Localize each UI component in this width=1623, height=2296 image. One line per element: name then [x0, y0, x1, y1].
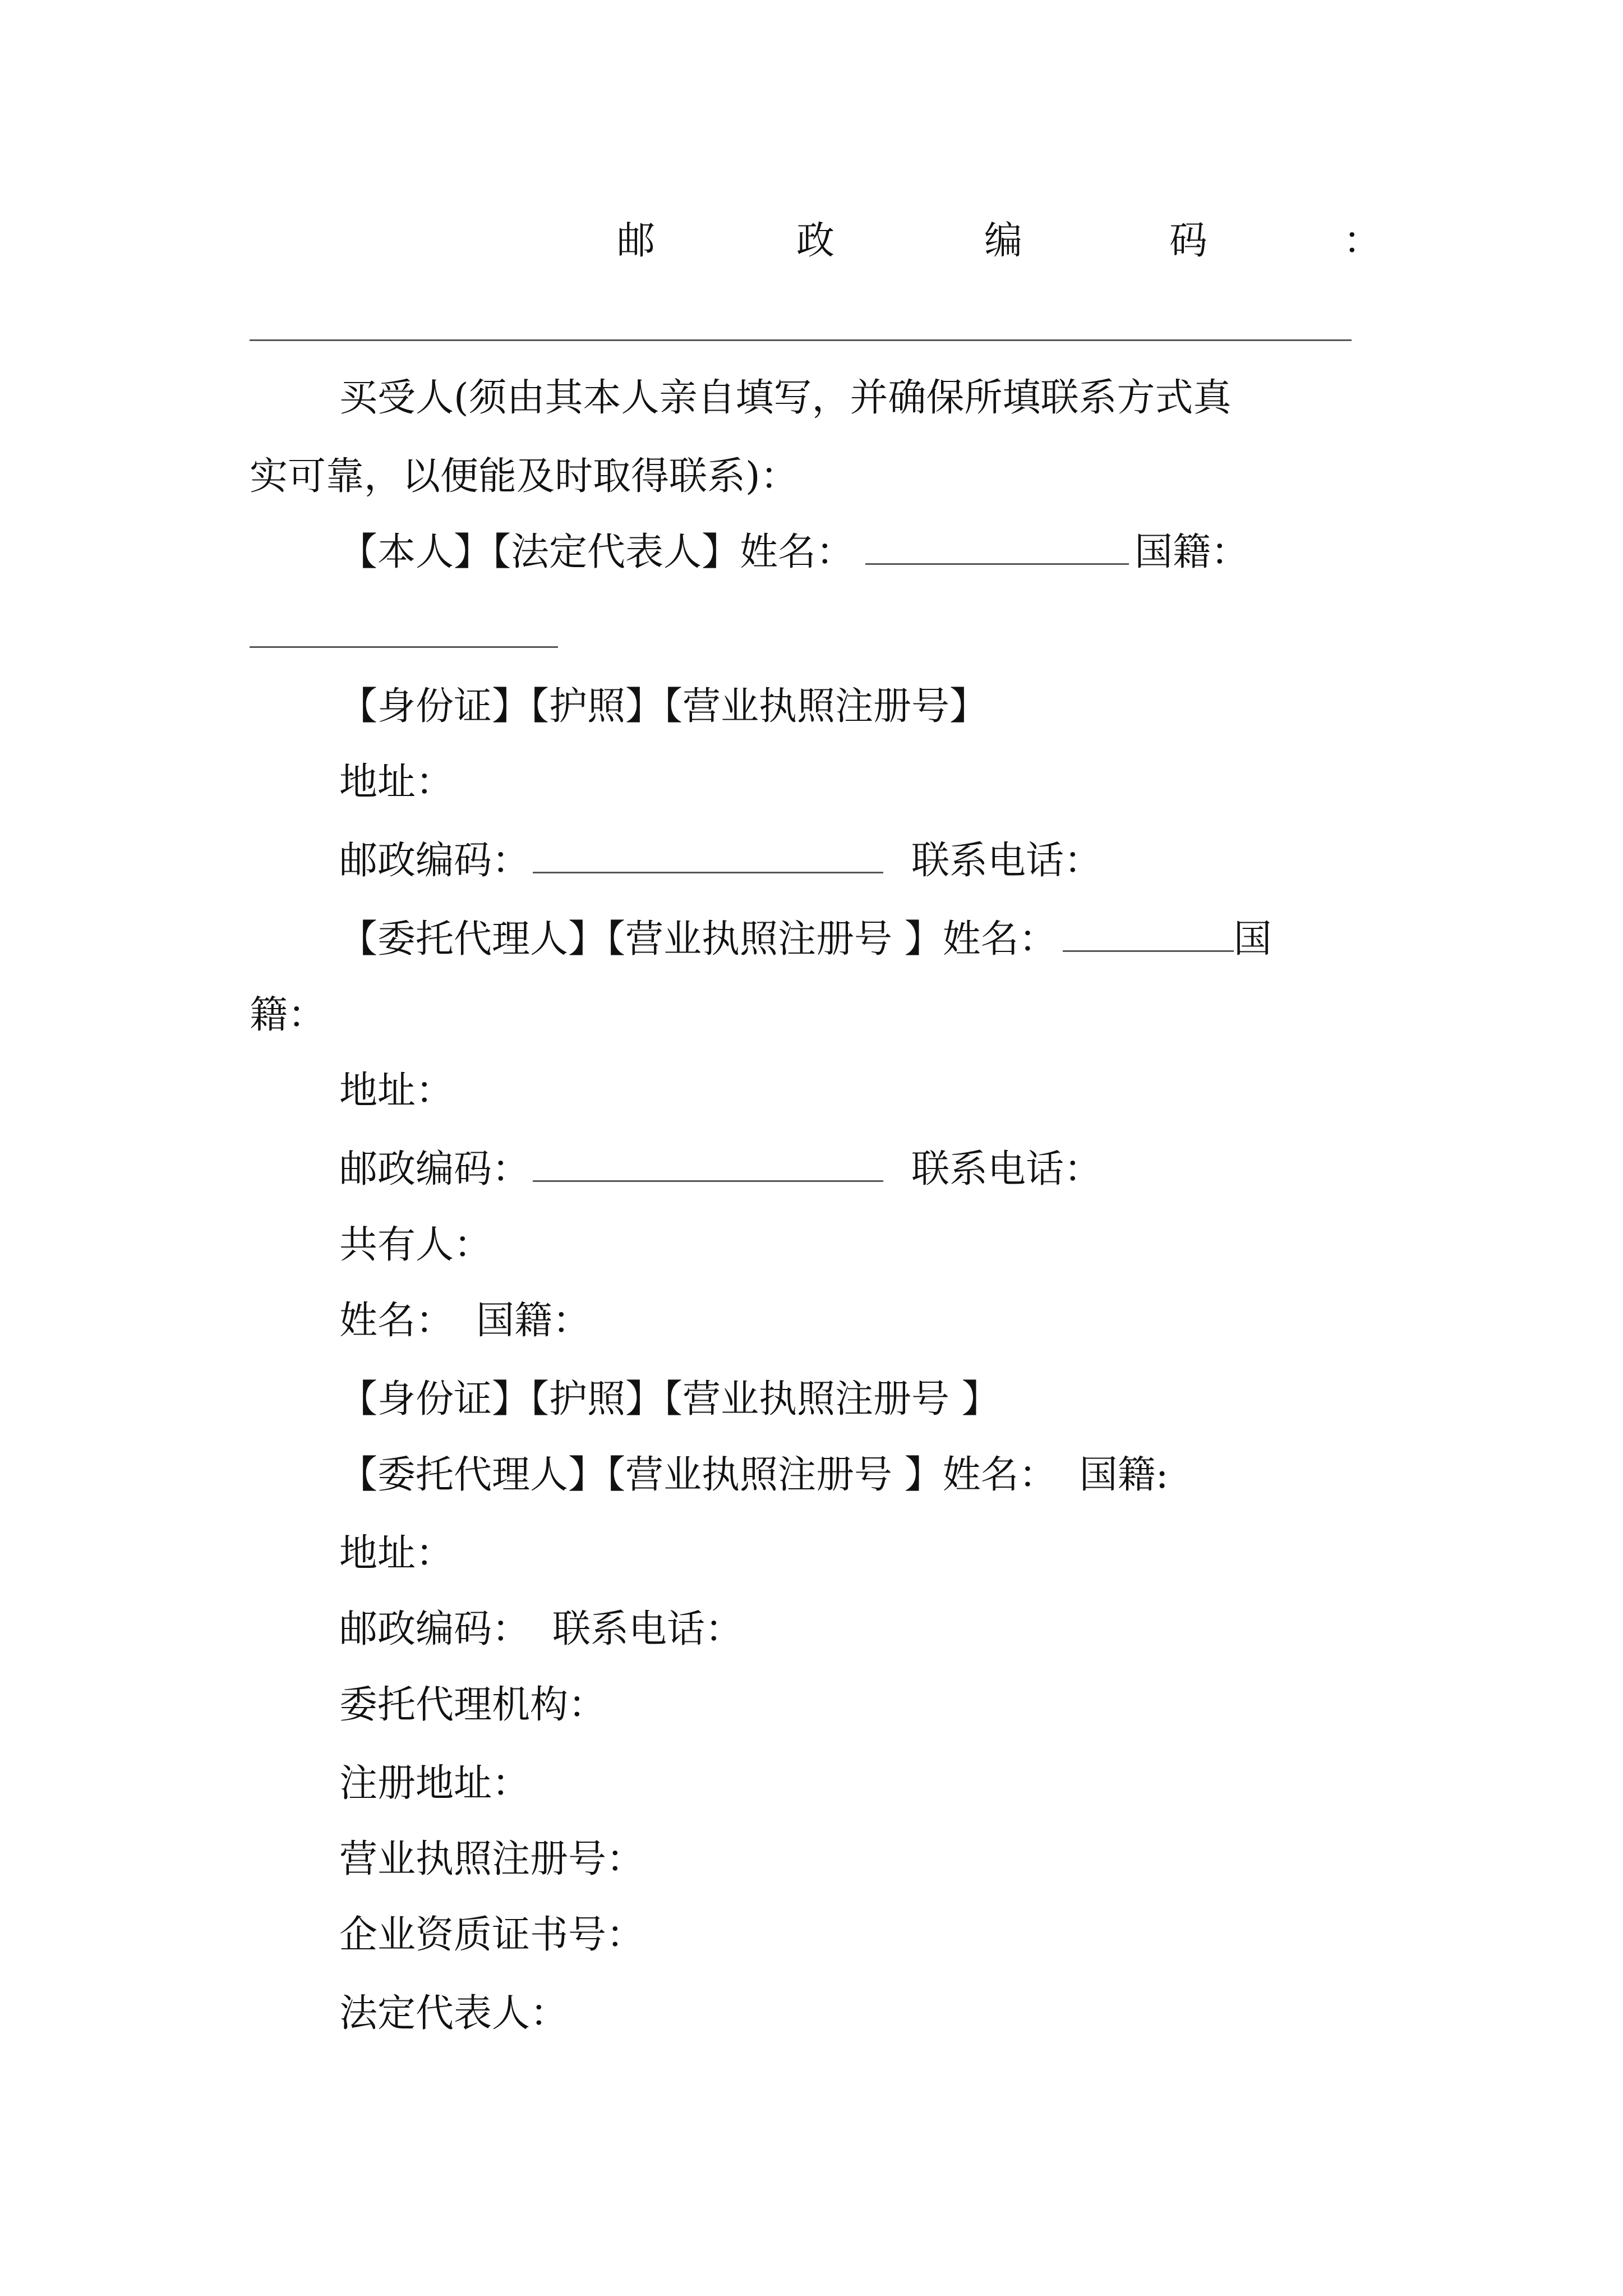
heading-char-3: 编	[984, 219, 1023, 263]
buyer-intro-line1: 买受人(须由其本人亲自填写，并确保所填联系方式真	[339, 376, 1232, 420]
buyer-nationality-label: 国籍：	[1135, 530, 1249, 574]
co-owner-contact-row	[339, 1604, 743, 1655]
buyer-id-types: 【身份证】【护照】【营业执照注册号】	[339, 684, 988, 729]
buyer-intro-line2: 实可靠，以便能及时取得联系)：	[250, 454, 799, 499]
co-owner-address-label: 地址：	[339, 1531, 454, 1576]
agent-contact-row	[339, 1144, 1102, 1195]
buyer-phone-label: 联系电话：	[911, 839, 1103, 883]
agent-nationality-label: 籍：	[250, 993, 326, 1037]
buyer-address-label: 地址：	[339, 760, 454, 804]
agent-name-row	[339, 914, 1272, 965]
agent-postcode-label: 邮政编码：	[339, 1147, 531, 1191]
heading-underline	[250, 339, 1352, 341]
heading-char-5: ：	[1343, 219, 1382, 263]
agent-prefix-label: 【委托代理人】【营业执照注册号 】姓名：	[339, 917, 1057, 961]
agent-postcode-field[interactable]	[533, 1145, 883, 1182]
buyer-nationality-field[interactable]	[250, 646, 558, 648]
co-owner-agent-nationality: 国籍:	[1079, 1453, 1169, 1497]
co-owner-id-types: 【身份证】【护照】【营业执照注册号 】	[339, 1377, 1000, 1421]
heading-char-1: 邮	[617, 219, 656, 263]
co-owner-postcode-label: 邮政编码：	[339, 1607, 531, 1651]
agency-legal-rep-label: 法定代表人：	[339, 1991, 569, 2036]
postcode-heading	[0, 216, 1623, 272]
agency-reg-address-label: 注册地址：	[339, 1761, 531, 1806]
buyer-postcode-field[interactable]	[533, 837, 883, 873]
co-owner-name-label: 姓名：	[339, 1299, 454, 1343]
co-owner-agent-row	[339, 1450, 1169, 1501]
buyer-name-row	[339, 527, 1249, 578]
co-owner-agent-label: 【委托代理人】【营业执照注册号 】姓名：	[339, 1453, 1057, 1497]
agency-license-label: 营业执照注册号：	[339, 1837, 645, 1881]
agent-address-label: 地址：	[339, 1069, 454, 1113]
co-owner-phone-label: 联系电话：	[552, 1607, 744, 1651]
agency-name-label: 委托代理机构：	[339, 1683, 607, 1727]
buyer-rep-label: 【本人】【法定代表人】姓名：	[339, 530, 855, 574]
buyer-contact-row	[339, 836, 1102, 886]
agent-nationality-char: 国	[1233, 917, 1272, 961]
agent-phone-label: 联系电话：	[911, 1147, 1103, 1191]
heading-char-2: 政	[796, 219, 835, 263]
agency-qualification-label: 企业资质证书号：	[339, 1913, 645, 1957]
co-owner-nationality-label: 国籍：	[476, 1299, 591, 1343]
buyer-name-field[interactable]	[865, 528, 1129, 565]
buyer-postcode-label: 邮政编码：	[339, 839, 531, 883]
co-owner-title: 共有人：	[339, 1223, 492, 1267]
co-owner-name-row	[339, 1296, 591, 1346]
agent-name-field[interactable]	[1063, 915, 1234, 952]
heading-char-4: 码	[1169, 219, 1208, 263]
